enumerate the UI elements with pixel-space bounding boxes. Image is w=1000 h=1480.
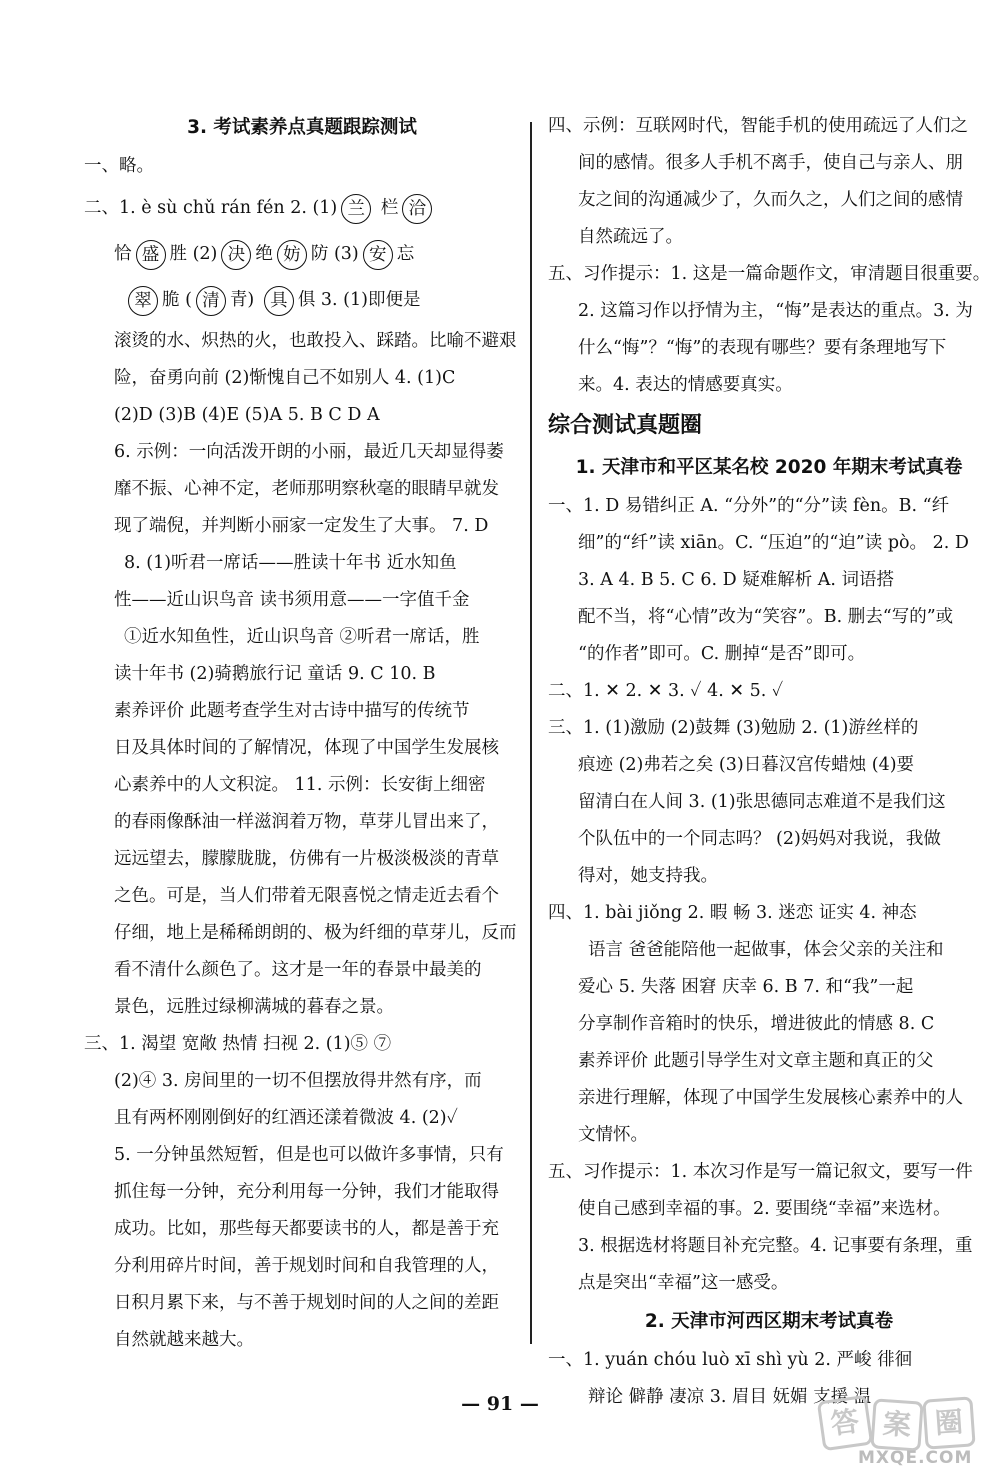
answer-line: 性——近山识鸟音 读书须用意——一字值千金 — [114, 590, 470, 610]
answer-line: 得对，她支持我。 — [578, 866, 718, 886]
answer-line: 8. (1)听君一席话——胜读十年书 近水知鱼 — [124, 553, 457, 573]
column-divider — [530, 122, 532, 1344]
answer-line: 五、习作提示：1. 本次习作是写一篇记叙文，要写一件 — [548, 1162, 973, 1182]
answer-line: 配不当，将“心情”改为“笑容”。B. 删去“写的”或 — [578, 607, 954, 627]
answer-line: 仔细，地上是稀稀朗朗的、极为纤细的草芽儿，反而 — [114, 923, 517, 943]
answer-line: 文情怀。 — [578, 1125, 648, 1145]
answer-line: 翠 脆 ( 清 青) 具 俱 3. (1)即便是 — [84, 277, 520, 323]
watermark-logo — [820, 1398, 990, 1470]
answer-line: 五、习作提示：1. 这是一篇命题作文，审清题目很重要。 — [548, 264, 990, 284]
answer-line: 自然就越来越大。 — [114, 1330, 254, 1350]
answer-line: 成功。比如，那些每天都要读书的人，都是善于充 — [114, 1219, 499, 1239]
answer-line: 友之间的沟通减少了，久而久之，人们之间的感情 — [578, 190, 963, 210]
answer-line: 使自己感到幸福的事。2. 要围绕“幸福”来选材。 — [578, 1199, 951, 1219]
answer-line: “的作者”即可。C. 删掉“是否”即可。 — [578, 644, 866, 664]
circled-char: 决 — [221, 240, 251, 270]
answer-line: 恰 盛 胜 (2) 决 绝 妨 防 (3) 安 忘 — [84, 231, 520, 277]
answer-line: 间的感情。很多人手机不离手，使自己与亲人、朋 — [578, 153, 963, 173]
answer-line: 素养评价 此题考查学生对古诗中描写的传统节 — [114, 701, 470, 721]
answer-line: 6. 示例：一向活泼开朗的小丽，最近几天却显得萎 — [114, 442, 504, 462]
exam-title: 2. 天津市河西区期末考试真卷 — [644, 1311, 894, 1332]
answer-line: 语言 爸爸能陪他一起做事，体会父亲的关注和 — [588, 940, 944, 960]
answer-line: 的春雨像酥油一样滋润着万物，草芽儿冒出来了， — [114, 812, 499, 832]
answer-line: 什么“悔”？“悔”的表现有哪些？要有条理地写下 — [578, 338, 947, 358]
answer-line: (2)④ 3. 房间里的一切不但摆放得井然有序，而 — [114, 1071, 482, 1091]
circled-char: 具 — [264, 286, 294, 316]
circled-char: 兰 — [341, 194, 371, 224]
answer-line: 远远望去，朦朦胧胧，仿佛有一片极淡极淡的青草 — [114, 849, 499, 869]
watermark-url: MXQE.COM — [858, 1448, 973, 1468]
answer-line: 一、略。 — [84, 156, 154, 176]
circled-char: 清 — [196, 286, 226, 316]
circled-char: 洽 — [402, 194, 432, 224]
answer-line: 看不清什么颜色了。这才是一年的春景中最美的 — [114, 960, 482, 980]
answer-line: 分享制作音箱时的快乐，增进彼此的情感 8. C — [578, 1014, 935, 1034]
answer-line: ①近水知鱼性，近山识鸟音 ②听君一席话，胜 — [124, 627, 480, 647]
answer-line: 险，奋勇向前 (2)惭愧自己不如别人 4. (1)C — [114, 368, 456, 388]
answer-line: 三、1. 渴望 宽敞 热情 扫视 2. (1)⑤ ⑦ — [84, 1034, 392, 1054]
answer-line: 靡不振、心神不定，老师那明察秋毫的眼睛早就发 — [114, 479, 499, 499]
answer-line: 二、1. è sù chǔ rán fén 2. (1) 兰 栏 洽 — [84, 185, 520, 231]
answer-line: 二、1. ✕ 2. ✕ 3. ✓ 4. ✕ 5. ✓ — [548, 681, 784, 701]
circled-char: 翠 — [128, 286, 158, 316]
answer-line: (2)D (3)B (4)E (5)A 5. B C D A — [114, 405, 380, 425]
section-title: 3. 考试素养点真题跟踪测试 — [187, 117, 417, 138]
answer-line: 素养评价 此题引导学生对文章主题和真正的父 — [578, 1051, 934, 1071]
answer-line: 三、1. (1)激励 (2)鼓舞 (3)勉励 2. (1)游丝样的 — [548, 718, 919, 738]
right-column — [548, 108, 990, 1416]
answer-line: 爱心 5. 失落 困窘 庆幸 6. B 7. 和“我”一起 — [578, 977, 914, 997]
answer-line: 现了端倪，并判断小丽家一定发生了大事。 7. D — [114, 516, 489, 536]
exam-title: 1. 天津市和平区某名校 2020 年期末考试真卷 — [575, 457, 963, 478]
answer-line: 辩论 僻静 凄凉 3. 眉目 妩媚 支援 温 — [588, 1387, 872, 1407]
answer-line: 心素养中的人文积淀。 11. 示例：长安街上细密 — [114, 775, 486, 795]
watermark-char: 答 — [817, 1395, 873, 1451]
answer-line: 滚烫的水、炽热的火，也敢投入、踩踏。比喻不避艰 — [114, 331, 517, 351]
left-column — [84, 108, 520, 1359]
answer-line: 且有两杯刚刚倒好的红酒还漾着微波 4. (2)✓ — [114, 1108, 458, 1128]
circled-char: 妨 — [277, 240, 307, 270]
answer-line: 留清白在人间 3. (1)张思德同志难道不是我们这 — [578, 792, 946, 812]
answer-line: 2. 这篇习作以抒情为主，“悔”是表达的重点。3. 为 — [578, 301, 973, 321]
answer-line: 来。4. 表达的情感要真实。 — [578, 375, 793, 395]
answer-line: 一、1. D 易错纠正 A. “分外”的“分”读 fèn。B. “纤 — [548, 496, 950, 516]
answer-line: 个队伍中的一个同志吗？ (2)妈妈对我说，我做 — [578, 829, 941, 849]
watermark-char: 案 — [870, 1398, 923, 1451]
watermark-char: 圈 — [922, 1396, 975, 1449]
answer-line: 痕迹 (2)弗若之矣 (3)日暮汉宫传蜡烛 (4)要 — [578, 755, 915, 775]
page-number: — 91 — — [461, 1393, 539, 1415]
answer-line: 一、1. yuán chóu luò xī shì yù 2. 严峻 徘徊 — [548, 1350, 913, 1370]
circled-char: 盛 — [136, 240, 166, 270]
answer-line: 读十年书 (2)骑鹅旅行记 童话 9. C 10. B — [114, 664, 436, 684]
answer-line: 景色，远胜过绿柳满城的暮春之景。 — [114, 997, 394, 1017]
answer-line: 亲进行理解，体现了中国学生发展核心素养中的人 — [578, 1088, 963, 1108]
section-heading: 综合测试真题圈 — [548, 413, 703, 438]
answer-line: 细”的“纤”读 xiān。C. “压迫”的“迫”读 pò。 2. D — [578, 533, 969, 553]
answer-line: 自然疏远了。 — [578, 227, 683, 247]
answer-line: 分利用碎片时间，善于规划时间和自我管理的人， — [114, 1256, 499, 1276]
answer-line: 四、示例：互联网时代，智能手机的使用疏远了人们之 — [548, 116, 968, 136]
answer-line: 日及具体时间的了解情况，体现了中国学生发展核 — [114, 738, 499, 758]
answer-line: 抓住每一分钟，充分利用每一分钟，我们才能取得 — [114, 1182, 499, 1202]
circled-char: 安 — [363, 240, 393, 270]
answer-line: 3. A 4. B 5. C 6. D 疑难解析 A. 词语搭 — [578, 570, 895, 590]
answer-line: 点是突出“幸福”这一感受。 — [578, 1273, 789, 1293]
answer-line: 5. 一分钟虽然短暂，但是也可以做许多事情，只有 — [114, 1145, 504, 1165]
answer-line: 日积月累下来，与不善于规划时间的人之间的差距 — [114, 1293, 499, 1313]
answer-line: 3. 根据选材将题目补充完整。4. 记事要有条理，重 — [578, 1236, 973, 1256]
answer-line: 之色。可是，当人们带着无限喜悦之情走近去看个 — [114, 886, 499, 906]
answer-line: 四、1. bài jiǒng 2. 暇 畅 3. 迷恋 证实 4. 神态 — [548, 903, 917, 923]
